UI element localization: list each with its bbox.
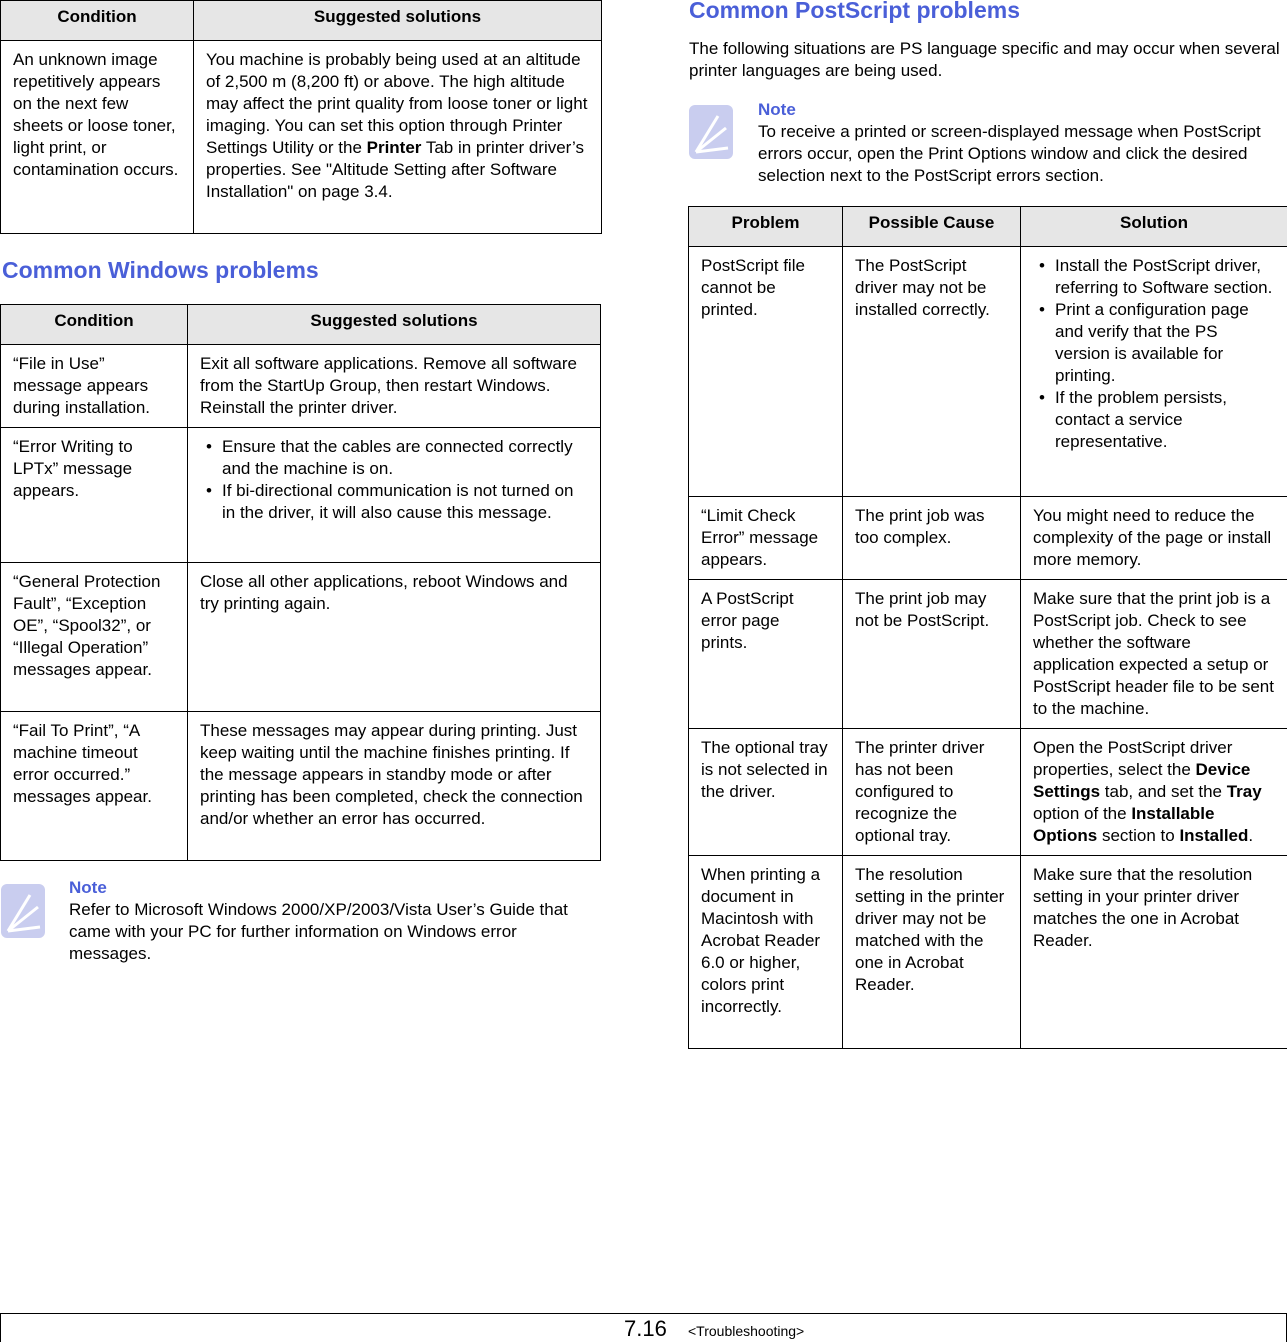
bullet-item: • Ensure that the cables are connected correctly and the machine is on. [200,436,588,480]
windows-note [69,877,599,965]
table-row [1,712,601,861]
note-icon [0,883,46,939]
table-row [1,563,601,712]
postscript-table [688,206,1287,1049]
condition-cell: “Fail To Print”, “A machine timeout error occurred.” messages appear. [1,712,188,861]
table-row [1,41,602,234]
footer-divider [0,1313,1287,1314]
solution-text: option of the [1033,804,1132,823]
note-title: Note [758,100,796,119]
windows-table [0,304,601,861]
postscript-heading: Common PostScript problems [689,0,1020,23]
page-number: 7.16 [624,1316,667,1341]
solution-text: tab, and set the [1100,782,1227,801]
column-header-solutions: Suggested solutions [188,305,601,345]
solution-cell: These messages may appear during printing. Just keep waiting until the machine finishes printing. If the message appears in standby mode or after printing has been completed, check the connection and/or whether an error has occurred. [188,712,601,861]
column-header-condition: Condition [1,305,188,345]
cause-cell: The print job may not be PostScript. [843,580,1021,729]
note-text: To receive a printed or screen-displayed message when PostScript errors occur, open the Print Options window and click the desired selection next to the PostScript errors section. [758,122,1261,185]
solution-text: Open the PostScript driver properties, select the [1033,738,1233,779]
solution-cell: Make sure that the print job is a PostScript job. Check to see whether the software application expected a setup or PostScript header file to be sent to the machine. [1021,580,1287,729]
table-row [689,247,1287,497]
note-icon [688,104,734,160]
column-header-problem: Problem [689,207,843,247]
section-label: <Troubleshooting> [688,1323,805,1339]
bullet-item: • If bi-directional communication is not turned on in the driver, it will also cause this message. [200,480,588,524]
solution-cell [194,41,602,234]
solution-cell: Make sure that the resolution setting in your printer driver matches the one in Acrobat Reader. [1021,856,1287,1049]
solution-text: You machine is probably being used at an altitude of 2,500 m (8,200 ft) or above. The high altitude may affect the print quality from loose toner or light imaging. You can set this option through Printer Settings Utility or the [206,50,588,157]
solution-cell: You might need to reduce the complexity of the page or install more memory. [1021,497,1287,580]
problem-cell: When printing a document in Macintosh with Acrobat Reader 6.0 or higher, colors print incorrectly. [689,856,843,1049]
table-row [689,729,1287,856]
solution-bold: Tray [1226,782,1262,801]
solution-bold: Installable Options [1033,804,1215,845]
bullet-item: • Print a configuration page and verify that the PS version is available for printing. [1033,299,1275,387]
problem-cell: “Limit Check Error” message appears. [689,497,843,580]
column-header-solution: Solution [1021,207,1287,247]
condition-cell: An unknown image repetitively appears on the next few sheets or loose toner, light print, or contamination occurs. [1,41,194,234]
condition-cell: “Error Writing to LPTx” message appears. [1,428,188,563]
top-table [0,0,602,234]
solution-text: Tab in printer driver’s properties. See "Altitude Setting after Software Installation" on page 3.4. [206,138,584,201]
problem-cell: A PostScript error page prints. [689,580,843,729]
problem-cell: PostScript file cannot be printed. [689,247,843,497]
solution-bold: Device Settings [1033,760,1251,801]
bullet-item: • If the problem persists, contact a service representative. [1033,387,1275,453]
solution-text: section to [1097,826,1180,845]
table-row [1,428,601,563]
solution-cell [1021,247,1287,497]
windows-heading: Common Windows problems [2,257,319,283]
cause-cell: The print job was too complex. [843,497,1021,580]
cause-cell: The PostScript driver may not be installed correctly. [843,247,1021,497]
note-title: Note [69,878,107,897]
solution-cell [188,428,601,563]
table-row [689,497,1287,580]
cause-cell: The resolution setting in the printer driver may not be matched with the one in Acrobat Reader. [843,856,1021,1049]
solution-cell: Exit all software applications. Remove all software from the StartUp Group, then restart Windows. Reinstall the printer driver. [188,345,601,428]
table-row [689,856,1287,1049]
condition-cell: “File in Use” message appears during installation. [1,345,188,428]
solution-bold: Printer [366,138,422,157]
column-header-solutions: Suggested solutions [194,1,602,41]
solution-cell: Close all other applications, reboot Windows and try printing again. [188,563,601,712]
bullet-item: • Install the PostScript driver, referring to Software section. [1033,255,1275,299]
solution-cell [1021,729,1287,856]
table-row [1,345,601,428]
solution-text: . [1248,826,1254,845]
cause-cell: The printer driver has not been configured to recognize the optional tray. [843,729,1021,856]
table-row [689,580,1287,729]
column-header-condition: Condition [1,1,194,41]
postscript-note [758,99,1285,187]
postscript-intro: The following situations are PS language specific and may occur when several printer languages are being used. [689,39,1280,80]
condition-cell: “General Protection Fault”, “Exception OE”, “Spool32”, or “Illegal Operation” messages appear. [1,563,188,712]
solution-bold: Installed [1179,826,1249,845]
note-text: Refer to Microsoft Windows 2000/XP/2003/Vista User’s Guide that came with your PC for further information on Windows error messages. [69,900,568,963]
problem-cell: The optional tray is not selected in the driver. [689,729,843,856]
column-header-cause: Possible Cause [843,207,1021,247]
